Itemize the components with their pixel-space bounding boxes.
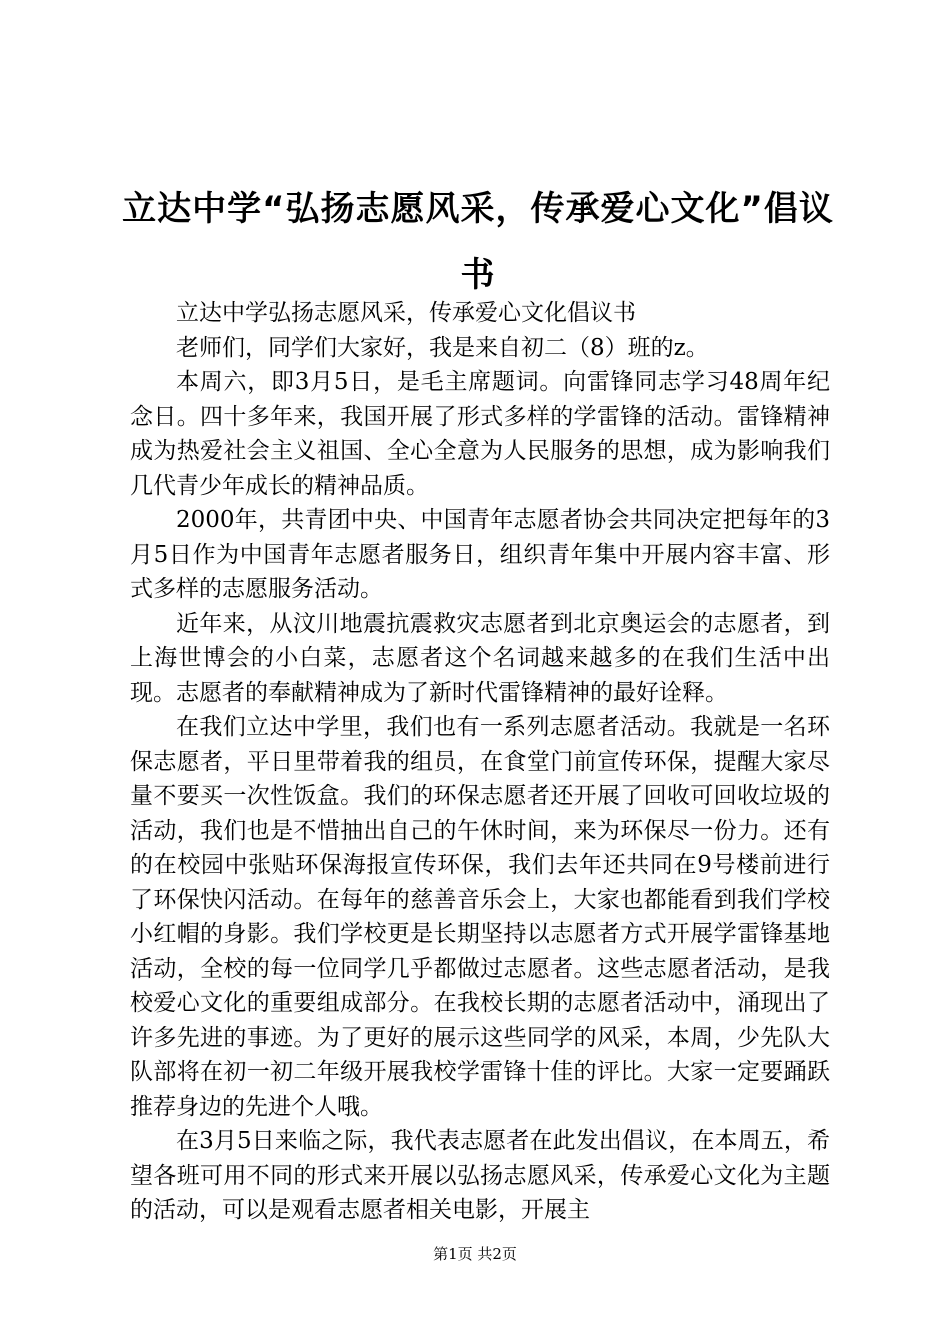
paragraph: 在我们立达中学里，我们也有一系列志愿者活动。我就是一名环保志愿者，平日里带着我的组员，在食堂门前宣传环保，提醒大家尽量不要买一次性饭盒。我们的环保志愿者还开展了回收可回收垃圾的活动，我们也是不惜抽出自己的午休时间，来为环保尽一份力。还有的在校园中张贴环保海报宣传环保，我们去年还共同在9号楼前进行了环保快闪活动。在每年的慈善音乐会上，大家也都能看到我们学校小红帽的身影。我们学校更是长期坚持以志愿者方式开展学雷锋基地活动，全校的每一位同学几乎都做过志愿者。这些志愿者活动，是我校爱心文化的重要组成部分。在我校长期的志愿者活动中，涌现出了许多先进的事迹。为了更好的展示这些同学的风采，本周，少先队大队部将在初一初二年级开展我校学雷锋十佳的评比。大家一定要踊跃推荐身边的先进个人哦。 [130, 714, 830, 1120]
document-body [130, 296, 830, 1228]
page-number-footer: 第1页 共2页 [433, 1245, 517, 1263]
paragraph: 在3月5日来临之际，我代表志愿者在此发出倡议，在本周五，希望各班可用不同的形式来开展以弘扬志愿风采，传承爱心文化为主题的活动，可以是观看志愿者相关电影，开展主 [130, 1128, 830, 1223]
paragraph: 本周六，即3月5日，是毛主席题词。向雷锋同志学习48周年纪念日。四十多年来，我国开展了形式多样的学雷锋的活动。雷锋精神成为热爱社会主义祖国、全心全意为人民服务的思想，成为影响我们几代青少年成长的精神品质。 [130, 369, 830, 499]
document-title: 立达中学“弘扬志愿风采，传承爱心文化”倡议书 [122, 189, 834, 295]
paragraph: 老师们，同学们大家好，我是来自初二（8）班的z。 [176, 334, 709, 361]
paragraph: 2000年，共青团中央、中国青年志愿者协会共同决定把每年的3月5日作为中国青年志愿者服务日，组织青年集中开展内容丰富、形式多样的志愿服务活动。 [130, 507, 830, 602]
paragraph: 近年来，从汶川地震抗震救灾志愿者到北京奥运会的志愿者，到上海世博会的小白菜，志愿者这个名词越来越多的在我们生活中出现。志愿者的奉献精神成为了新时代雷锋精神的最好诠释。 [130, 610, 830, 706]
paragraph: 立达中学弘扬志愿风采，传承爱心文化倡议书 [176, 300, 636, 326]
